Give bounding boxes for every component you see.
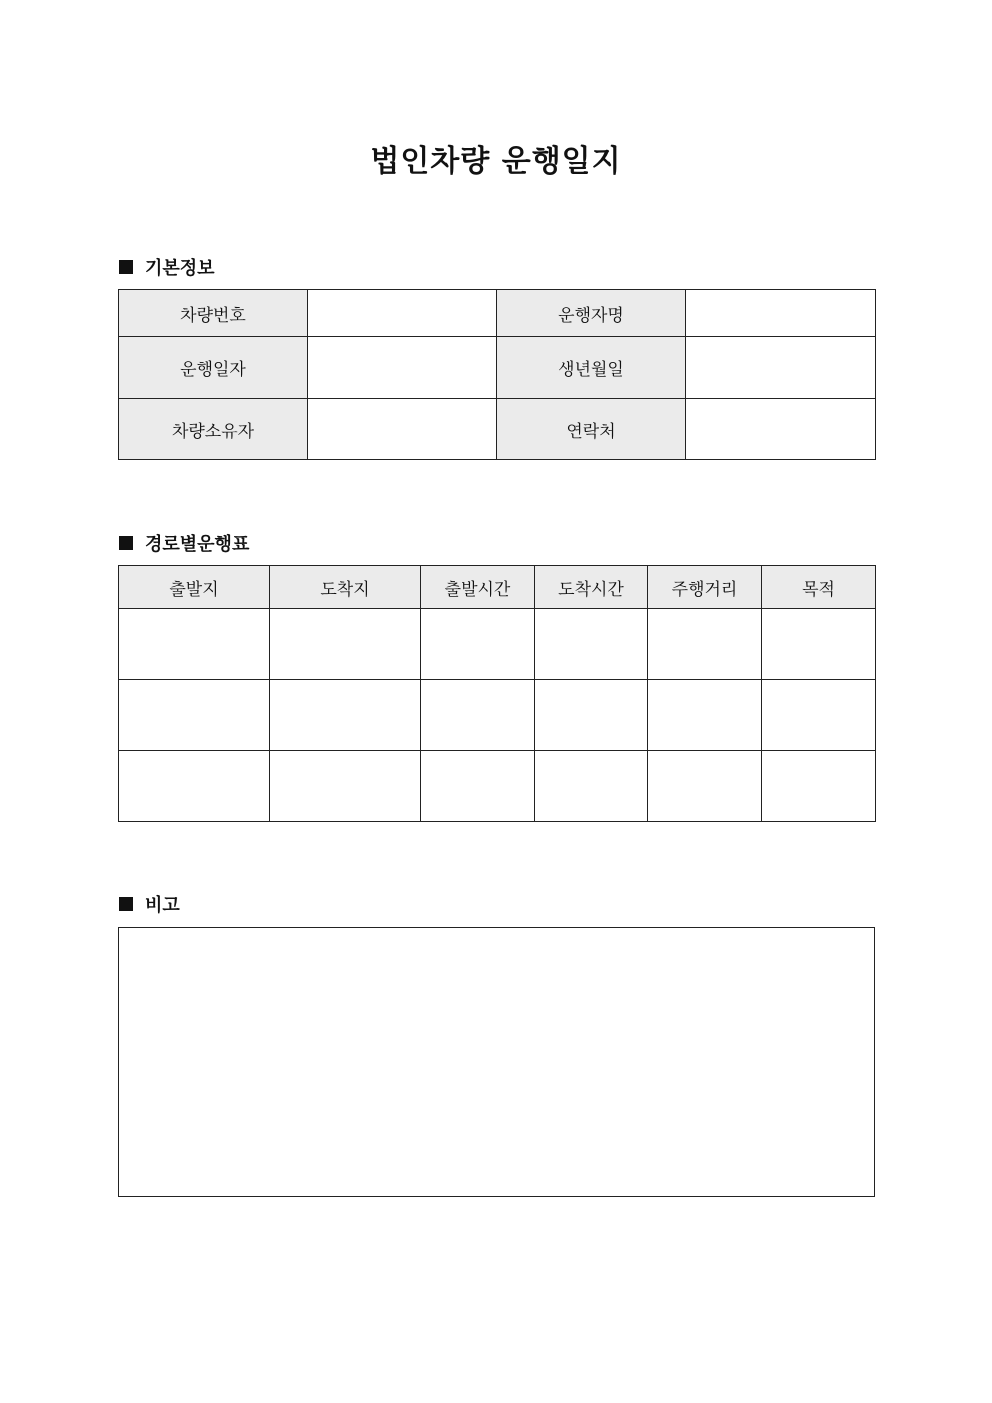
table-row <box>119 751 876 822</box>
table-cell[interactable] <box>535 751 648 822</box>
remarks-heading <box>119 891 180 917</box>
table-row <box>119 290 876 337</box>
table-cell[interactable] <box>270 751 421 822</box>
basic-info-heading-label: 기본정보 <box>145 258 215 279</box>
table-cell[interactable] <box>119 751 270 822</box>
square-bullet-icon <box>119 536 133 550</box>
driver-name-field[interactable] <box>686 290 876 337</box>
table-cell[interactable] <box>535 680 648 751</box>
vehicle-owner-field[interactable] <box>308 399 497 460</box>
route-table <box>118 565 876 822</box>
contact-field[interactable] <box>686 399 876 460</box>
table-header-row <box>119 566 876 609</box>
drive-date-field[interactable] <box>308 337 497 399</box>
column-header-purpose: 목적 <box>762 566 876 609</box>
table-row <box>119 337 876 399</box>
column-header-departure: 출발지 <box>119 566 270 609</box>
birth-date-field[interactable] <box>686 337 876 399</box>
square-bullet-icon <box>119 260 133 274</box>
table-cell[interactable] <box>648 751 762 822</box>
table-cell[interactable] <box>648 609 762 680</box>
vehicle-number-field[interactable] <box>308 290 497 337</box>
table-cell[interactable] <box>270 609 421 680</box>
vehicle-number-label: 차량번호 <box>119 290 308 337</box>
table-cell[interactable] <box>119 609 270 680</box>
column-header-destination: 도착지 <box>270 566 421 609</box>
route-table-heading <box>119 530 249 556</box>
table-cell[interactable] <box>762 609 876 680</box>
table-cell[interactable] <box>119 680 270 751</box>
driver-name-label: 운행자명 <box>497 290 686 337</box>
document-title: 법인차량 운행일지 <box>370 144 622 179</box>
table-row <box>119 399 876 460</box>
table-cell[interactable] <box>421 680 535 751</box>
basic-info-table <box>118 289 876 460</box>
table-cell[interactable] <box>535 609 648 680</box>
column-header-arrival-time: 도착시간 <box>535 566 648 609</box>
table-cell[interactable] <box>421 609 535 680</box>
table-row <box>119 680 876 751</box>
drive-date-label: 운행일자 <box>119 337 308 399</box>
table-cell[interactable] <box>762 680 876 751</box>
column-header-departure-time: 출발시간 <box>421 566 535 609</box>
basic-info-heading <box>119 254 215 280</box>
remarks-heading-label: 비고 <box>145 895 180 916</box>
table-cell[interactable] <box>648 680 762 751</box>
route-table-heading-label: 경로별운행표 <box>145 534 250 555</box>
contact-label: 연락처 <box>497 399 686 460</box>
vehicle-owner-label: 차량소유자 <box>119 399 308 460</box>
table-cell[interactable] <box>421 751 535 822</box>
table-cell[interactable] <box>270 680 421 751</box>
column-header-distance: 주행거리 <box>648 566 762 609</box>
square-bullet-icon <box>119 897 133 911</box>
birth-date-label: 생년월일 <box>497 337 686 399</box>
remarks-field[interactable] <box>118 927 875 1197</box>
table-cell[interactable] <box>762 751 876 822</box>
table-row <box>119 609 876 680</box>
